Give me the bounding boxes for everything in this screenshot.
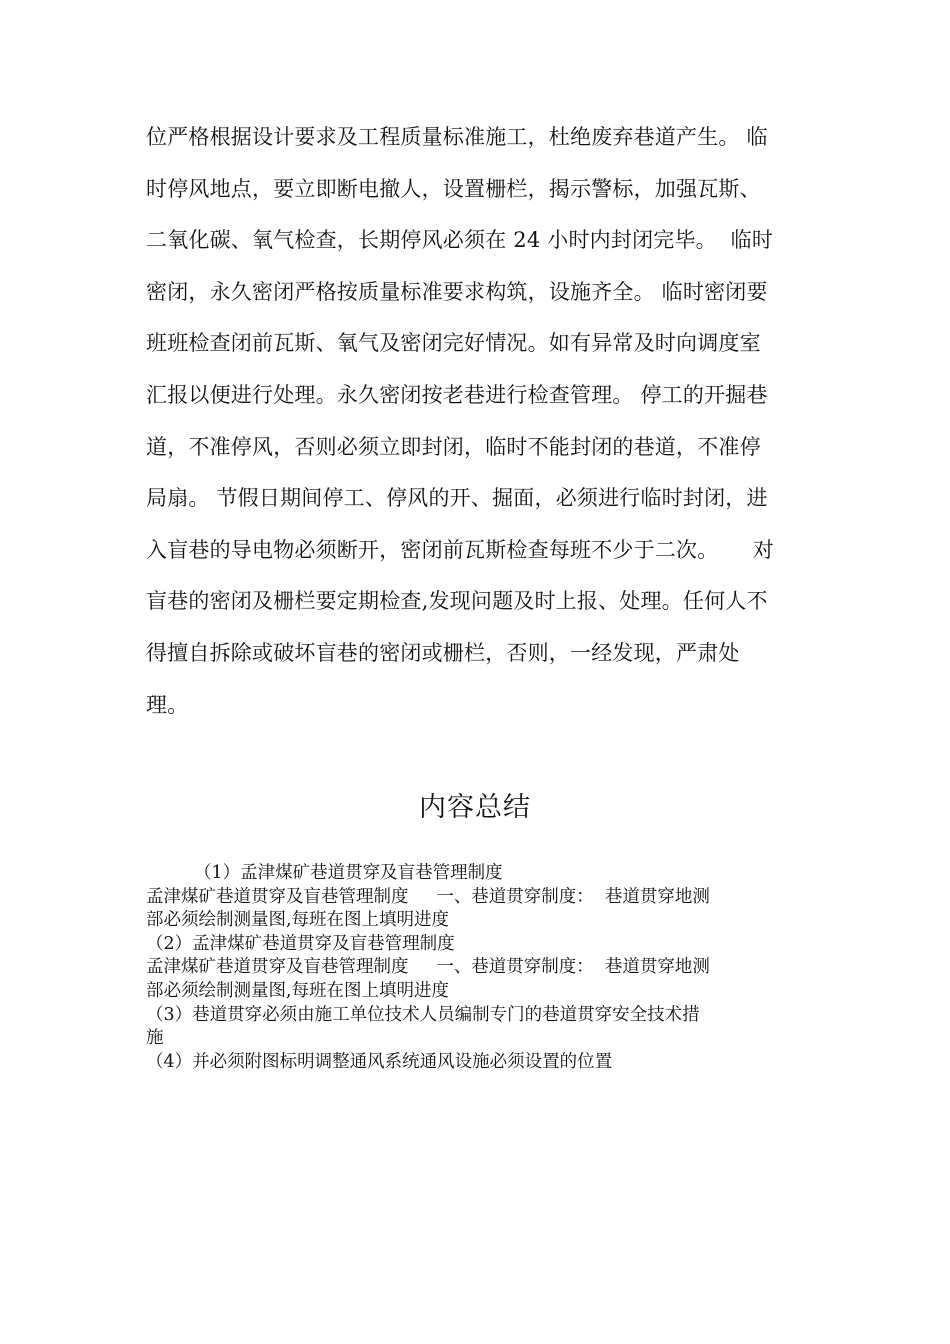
summary-line: 部必须绘制测量图,每班在图上填明进度 bbox=[146, 980, 450, 1001]
body-line: 班班检查闭前瓦斯、氧气及密闭完好情况。如有异常及时向调度室 bbox=[146, 331, 761, 356]
body-line: 盲巷的密闭及栅栏要定期检查,发现问题及时上报、处理。任何人不 bbox=[146, 589, 768, 614]
summary-line: 施 bbox=[146, 1028, 164, 1049]
summary-item-heading: （1）孟津煤矿巷道贯穿及盲巷管理制度 bbox=[194, 863, 503, 883]
summary-title: 内容总结 bbox=[419, 792, 531, 823]
body-line: 得擅自拆除或破坏盲巷的密闭或栅栏，否则，一经发现，严肃处 bbox=[146, 640, 740, 665]
body-line: 局扇。 节假日期间停工、停风的开、掘面，必须进行临时封闭，进 bbox=[146, 486, 768, 511]
summary-line: 孟津煤矿巷道贯穿及盲巷管理制度 一、巷道贯穿制度： 巷道贯穿地测 bbox=[146, 886, 710, 907]
body-line: 二氧化碳、氧气检查，长期停风必须在 24 小时内封闭完毕。 临时 bbox=[146, 228, 774, 253]
body-paragraph bbox=[146, 112, 806, 731]
summary-item-heading: （2）孟津煤矿巷道贯穿及盲巷管理制度 bbox=[146, 933, 455, 954]
body-line: 道，不准停风，否则必须立即封闭，临时不能封闭的巷道，不准停 bbox=[146, 434, 761, 459]
body-line: 时停风地点，要立即断电撤人，设置栅栏，揭示警标，加强瓦斯、 bbox=[146, 176, 761, 201]
body-line: 密闭，永久密闭严格按质量标准要求构筑，设施齐全。 临时密闭要 bbox=[146, 279, 768, 304]
summary-section bbox=[146, 862, 806, 1074]
summary-item-heading: （4）并必须附图标明调整通风系统通风设施必须设置的位置 bbox=[146, 1051, 613, 1072]
body-line: 汇报以便进行处理。永久密闭按老巷进行检查管理。 停工的开掘巷 bbox=[146, 382, 768, 407]
body-line: 入盲巷的导电物必须断开，密闭前瓦斯检查每班不少于二次。 对 bbox=[146, 537, 774, 562]
body-line: 理。 bbox=[146, 692, 189, 717]
body-line: 位严格根据设计要求及工程质量标准施工，杜绝废弃巷道产生。 临 bbox=[146, 125, 768, 149]
summary-line: 部必须绘制测量图,每班在图上填明进度 bbox=[146, 910, 450, 931]
summary-line: 孟津煤矿巷道贯穿及盲巷管理制度 一、巷道贯穿制度： 巷道贯穿地测 bbox=[146, 957, 710, 978]
summary-item-heading: （3）巷道贯穿必须由施工单位技术人员编制专门的巷道贯穿安全技术措 bbox=[146, 1004, 700, 1025]
